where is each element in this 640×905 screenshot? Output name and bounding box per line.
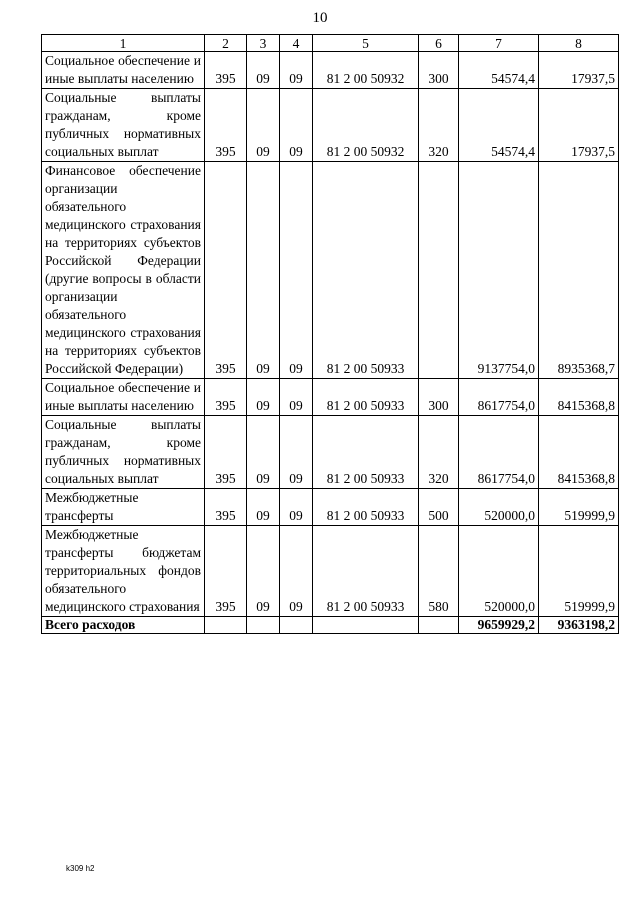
expense-type-code: 500	[419, 489, 459, 526]
subsection-code: 09	[280, 52, 313, 89]
column-header: 6	[419, 35, 459, 52]
expense-type-code: 580	[419, 526, 459, 617]
total-planned: 9659929,2	[459, 617, 539, 634]
total-label: Всего расходов	[42, 617, 205, 634]
amount-executed: 17937,5	[539, 89, 619, 162]
subsection-code: 09	[280, 416, 313, 489]
expense-type-code: 320	[419, 89, 459, 162]
target-article-code: 81 2 00 50933	[313, 416, 419, 489]
subsection-code: 09	[280, 526, 313, 617]
row-name: Социальное обеспечение и иные выплаты населению	[42, 52, 205, 89]
total-executed: 9363198,2	[539, 617, 619, 634]
target-article-code: 81 2 00 50933	[313, 162, 419, 379]
amount-planned: 520000,0	[459, 489, 539, 526]
ministry-code: 395	[205, 416, 247, 489]
amount-executed: 8415368,8	[539, 416, 619, 489]
row-name: Социальное обеспечение и иные выплаты населению	[42, 379, 205, 416]
amount-executed: 8415368,8	[539, 379, 619, 416]
section-code: 09	[247, 379, 280, 416]
empty-cell	[205, 617, 247, 634]
empty-cell	[313, 617, 419, 634]
section-code: 09	[247, 416, 280, 489]
row-name: Финансовое обеспечение организации обязательного медицинского страхования на территориях субъектов Российской Федерации (другие вопросы в области организации обязательного медицинского страхования на территориях субъектов Российской Федерации)	[42, 162, 205, 379]
row-name: Социальные выплаты гражданам, кроме публичных нормативных социальных выплат	[42, 416, 205, 489]
table-row	[42, 89, 619, 162]
section-code: 09	[247, 162, 280, 379]
ministry-code: 395	[205, 52, 247, 89]
subsection-code: 09	[280, 379, 313, 416]
table-row	[42, 52, 619, 89]
section-code: 09	[247, 52, 280, 89]
section-code: 09	[247, 526, 280, 617]
column-header: 3	[247, 35, 280, 52]
target-article-code: 81 2 00 50932	[313, 89, 419, 162]
row-name: Социальные выплаты гражданам, кроме публичных нормативных социальных выплат	[42, 89, 205, 162]
expense-type-code: 300	[419, 379, 459, 416]
table-row	[42, 489, 619, 526]
amount-planned: 8617754,0	[459, 416, 539, 489]
row-name: Межбюджетные трансферты	[42, 489, 205, 526]
section-code: 09	[247, 89, 280, 162]
subsection-code: 09	[280, 489, 313, 526]
table-row	[42, 162, 619, 379]
total-row	[42, 617, 619, 634]
amount-executed: 519999,9	[539, 526, 619, 617]
expense-type-code	[419, 162, 459, 379]
table-row	[42, 379, 619, 416]
target-article-code: 81 2 00 50932	[313, 52, 419, 89]
subsection-code: 09	[280, 162, 313, 379]
subsection-code: 09	[280, 89, 313, 162]
expense-type-code: 300	[419, 52, 459, 89]
table-header-row	[42, 35, 619, 52]
column-header: 5	[313, 35, 419, 52]
empty-cell	[247, 617, 280, 634]
target-article-code: 81 2 00 50933	[313, 489, 419, 526]
amount-executed: 17937,5	[539, 52, 619, 89]
ministry-code: 395	[205, 162, 247, 379]
empty-cell	[280, 617, 313, 634]
empty-cell	[419, 617, 459, 634]
row-name: Межбюджетные трансферты бюджетам территориальных фондов обязательного медицинского страхования	[42, 526, 205, 617]
budget-table	[41, 34, 619, 634]
amount-planned: 8617754,0	[459, 379, 539, 416]
column-header: 8	[539, 35, 619, 52]
column-header: 1	[42, 35, 205, 52]
table-row	[42, 526, 619, 617]
ministry-code: 395	[205, 526, 247, 617]
ministry-code: 395	[205, 379, 247, 416]
column-header: 4	[280, 35, 313, 52]
amount-planned: 9137754,0	[459, 162, 539, 379]
amount-planned: 520000,0	[459, 526, 539, 617]
footer-code: k309 h2	[66, 864, 95, 873]
target-article-code: 81 2 00 50933	[313, 379, 419, 416]
target-article-code: 81 2 00 50933	[313, 526, 419, 617]
page-number: 10	[312, 10, 328, 26]
amount-executed: 8935368,7	[539, 162, 619, 379]
column-header: 2	[205, 35, 247, 52]
table-row	[42, 416, 619, 489]
amount-planned: 54574,4	[459, 89, 539, 162]
amount-planned: 54574,4	[459, 52, 539, 89]
ministry-code: 395	[205, 489, 247, 526]
expense-type-code: 320	[419, 416, 459, 489]
ministry-code: 395	[205, 89, 247, 162]
amount-executed: 519999,9	[539, 489, 619, 526]
section-code: 09	[247, 489, 280, 526]
column-header: 7	[459, 35, 539, 52]
